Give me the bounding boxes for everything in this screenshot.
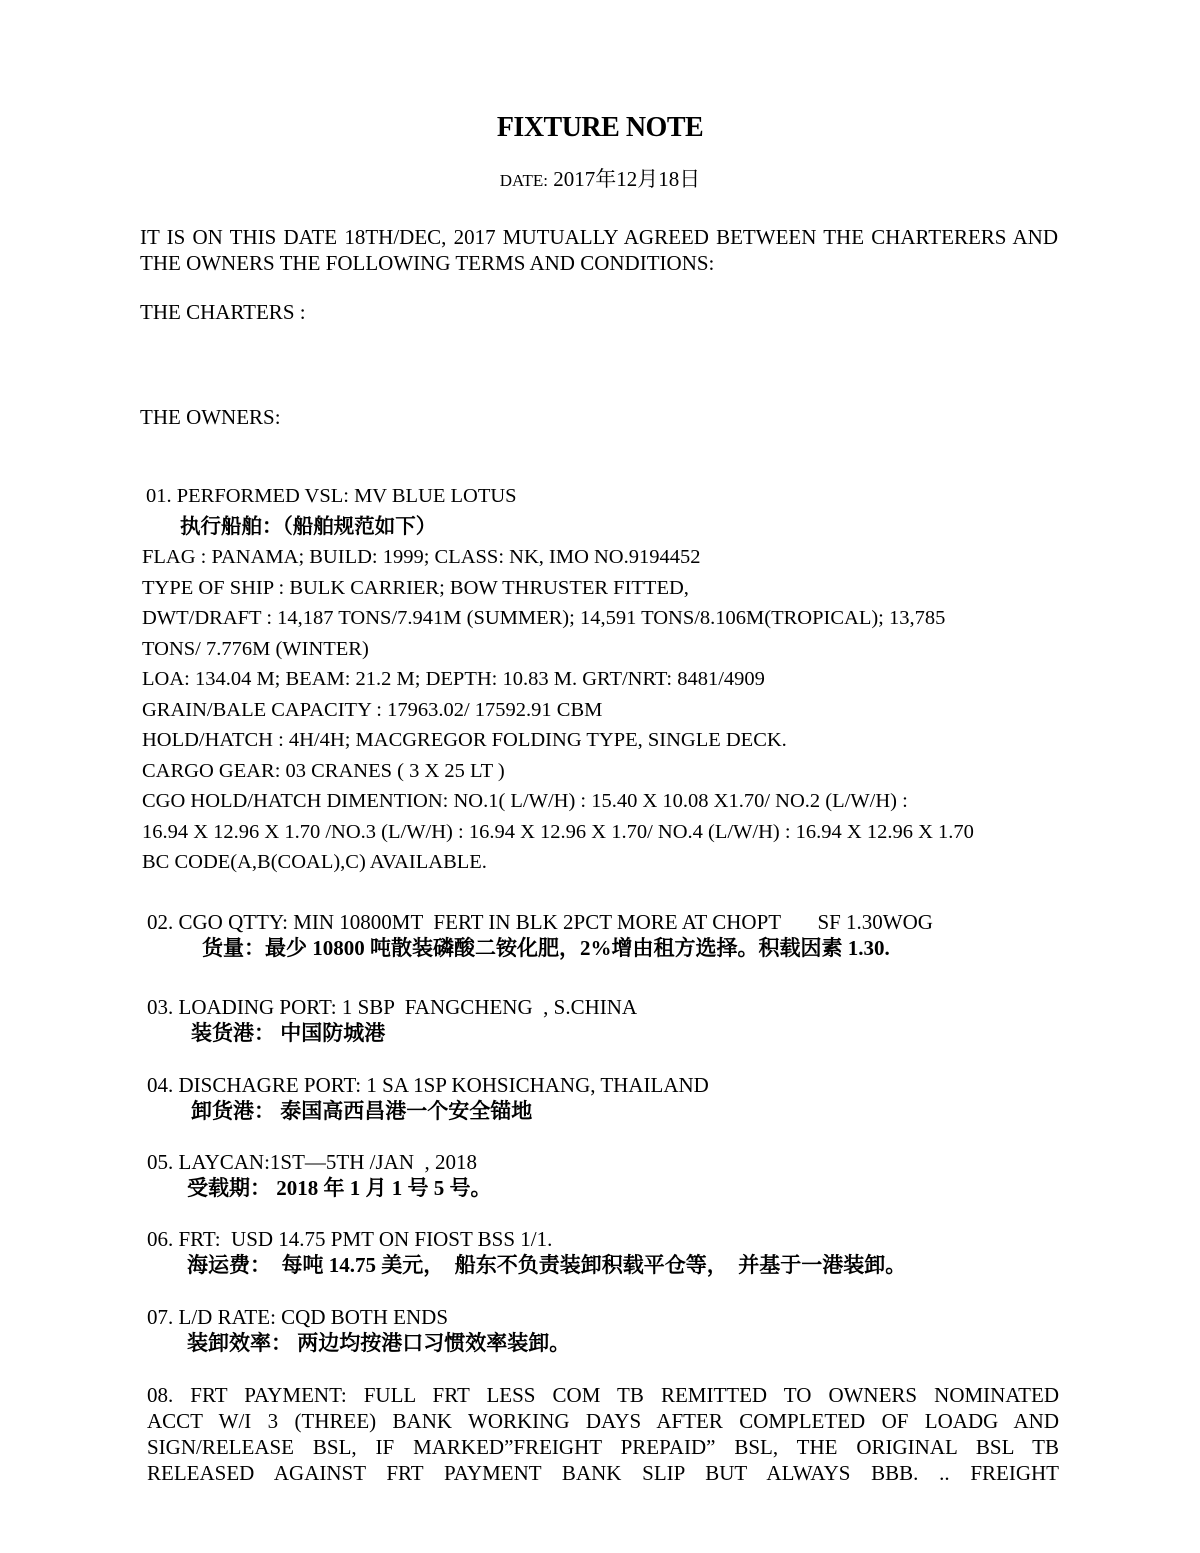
date-line (0, 163, 1200, 193)
term-cn: 海运费： 每吨 14.75 美元， 船东不负责装卸积载平仓等， 并基于一港装卸。 (187, 1253, 907, 1277)
term-cn: 卸货港： 泰国高西昌港一个安全锚地 (191, 1099, 533, 1123)
document-title: FIXTURE NOTE (496, 112, 704, 143)
vessel-line: CGO HOLD/HATCH DIMENTION: NO.1( L/W/H) : 15.40 X 10.08 X1.70/ NO.2 (L/W/H) : (142, 790, 908, 812)
vessel-line: LOA: 134.04 M; BEAM: 21.2 M; DEPTH: 10.83 M. GRT/NRT: 8481/4909 (142, 668, 765, 690)
owners-label: THE OWNERS: (140, 405, 281, 429)
vessel-line: GRAIN/BALE CAPACITY : 17963.02/ 17592.91 CBM (142, 698, 603, 721)
term-discharge-port (147, 1072, 1062, 1124)
term8-line: SIGN/RELEASE BSL, IF MARKED”FREIGHT PREPAID” BSL, THE ORIGINAL BSL TB (147, 1435, 1059, 1459)
vessel-line: HOLD/HATCH : 4H/4H; MACGREGOR FOLDING TYPE, SINGLE DECK. (142, 729, 787, 751)
vessel-line: CARGO GEAR: 03 CRANES ( 3 X 25 LT ) (142, 759, 505, 782)
vessel-particulars (142, 481, 1072, 878)
term-en: 04. DISCHAGRE PORT: 1 SA 1SP KOHSICHANG, THAILAND (147, 1073, 709, 1097)
vessel-heading: 01. PERFORMED VSL: MV BLUE LOTUS (146, 485, 517, 507)
term8-line: RELEASED AGAINST FRT PAYMENT BANK SLIP BUT ALWAYS BBB. .. FREIGHT (147, 1461, 1059, 1485)
vessel-line: FLAG : PANAMA; BUILD: 1999; CLASS: NK, IMO NO.9194452 (142, 546, 701, 568)
term8-line: ACCT W/I 3 (THREE) BANK WORKING DAYS AFTER COMPLETED OF LOADG AND (147, 1409, 1059, 1433)
term-en: 03. LOADING PORT: 1 SBP FANGCHENG , S.CHINA (147, 995, 638, 1019)
charters-label: THE CHARTERS : (140, 300, 306, 324)
vessel-heading-cn: 执行船舶：（船舶规范如下） (180, 515, 437, 538)
term-loading-port (147, 994, 1062, 1046)
term-freight (147, 1226, 1062, 1278)
vessel-line: 16.94 X 12.96 X 1.70 /NO.3 (L/W/H) : 16.94 X 12.96 X 1.70/ NO.4 (L/W/H) : 16.94 X 12.96 X 1.70 (142, 820, 974, 843)
term-ld-rate (147, 1304, 1062, 1356)
term-cn: 装卸效率： 两边均按港口习惯效率装卸。 (187, 1331, 571, 1355)
vessel-line: TYPE OF SHIP : BULK CARRIER; BOW THRUSTER FITTED, (142, 576, 689, 599)
term-cargo-quantity (147, 909, 1062, 961)
term-en: 06. FRT: USD 14.75 PMT ON FIOST BSS 1/1. (147, 1227, 553, 1251)
term-en: 05. LAYCAN:1ST—5TH /JAN , 2018 (147, 1150, 477, 1174)
date-label: DATE: (499, 171, 548, 190)
date-value: 2017年12月18日 (553, 167, 701, 191)
term8-line: 08. FRT PAYMENT: FULL FRT LESS COM TB REMITTED TO OWNERS NOMINATED (147, 1383, 1059, 1407)
vessel-line: BC CODE(A,B(COAL),C) AVAILABLE. (142, 851, 487, 873)
intro-paragraph: IT IS ON THIS DATE 18TH/DEC, 2017 MUTUALLY AGREED BETWEEN THE CHARTERERS AND THE OWNERS THE FOLLOWING TERMS AND CONDITIONS: (140, 225, 1058, 275)
term-laycan (147, 1149, 1062, 1201)
term-cn: 装货港： 中国防城港 (191, 1021, 386, 1045)
term-freight-payment (147, 1382, 1059, 1486)
term-en: 07. L/D RATE: CQD BOTH ENDS (147, 1305, 449, 1329)
term-cn: 货量：最少 10800 吨散装磷酸二铵化肥，2%增由租方选择。积载因素 1.30. (202, 936, 890, 960)
term-cn: 受载期： 2018 年 1 月 1 号 5 号。 (187, 1176, 492, 1200)
term-en: 02. CGO QTTY: MIN 10800MT FERT IN BLK 2PCT MORE AT CHOPT SF 1.30WOG (147, 910, 933, 934)
vessel-line: DWT/DRAFT : 14,187 TONS/7.941M (SUMMER); 14,591 TONS/8.106M(TROPICAL); 13,785 (142, 607, 946, 629)
vessel-line: TONS/ 7.776M (WINTER) (142, 637, 369, 660)
